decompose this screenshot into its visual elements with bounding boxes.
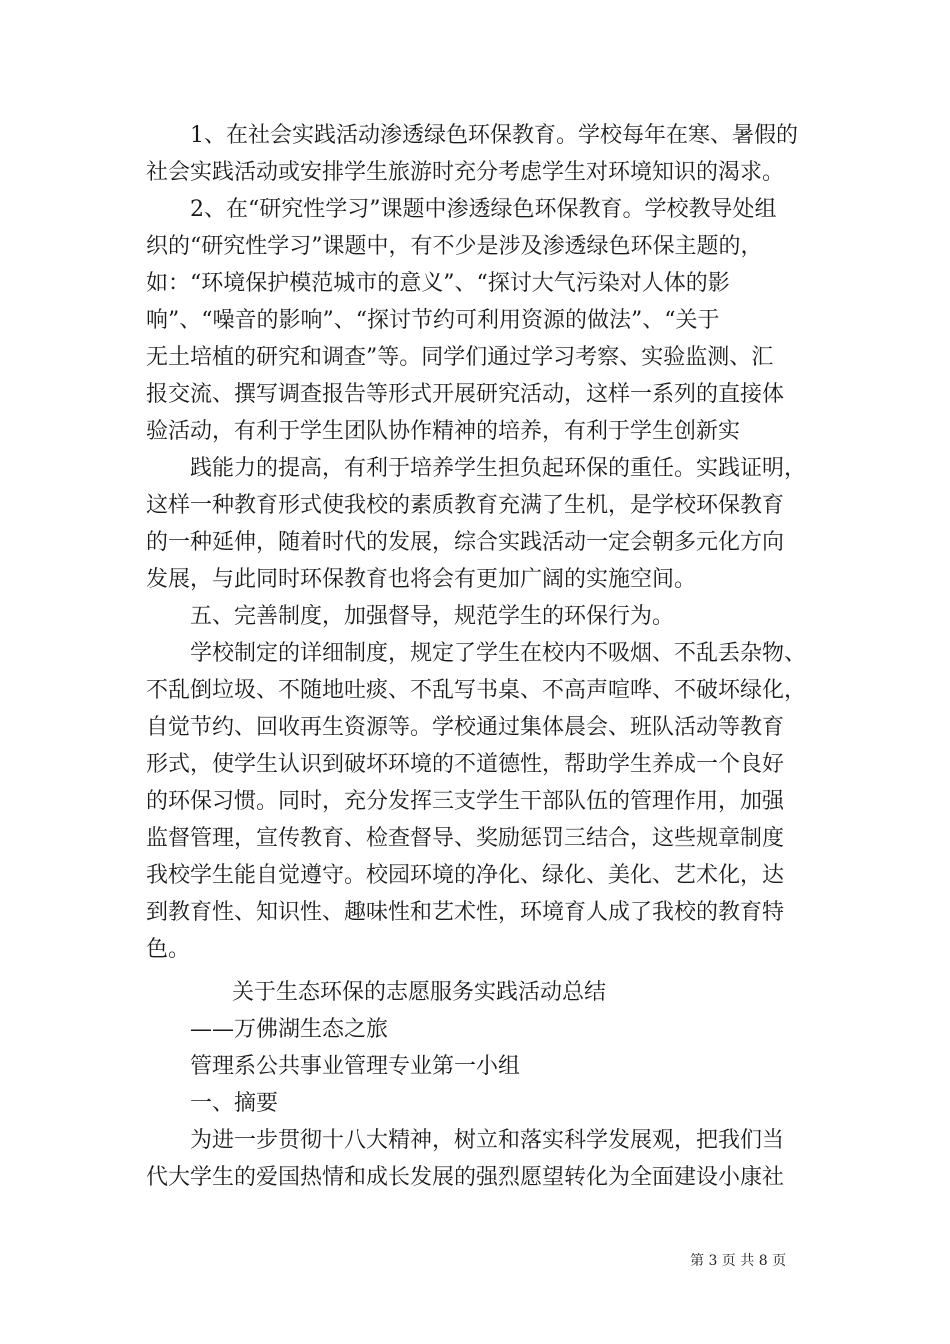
author-line: 管理系公共事业管理专业第一小组 (190, 1054, 521, 1079)
text-line: 这样一种教育形式使我校的素质教育充满了生机，是学校环保教育 (146, 493, 785, 518)
text-line: 报交流、撰写调查报告等形式开展研究活动，这样一系列的直接体 (146, 382, 785, 407)
text-line: 我校学生能自觉遵守。校园环境的净化、绿化、美化、艺术化，达 (146, 863, 785, 888)
section-heading: 一、摘要 (190, 1091, 279, 1116)
text-line: 践能力的提高，有利于培养学生担负起环保的重任。实践证明， (190, 456, 807, 481)
text-line: 色。 (146, 937, 191, 962)
article-subtitle: ——万佛湖生态之旅 (190, 1017, 389, 1042)
text-line: 自觉节约、回收再生资源等。学校通过集体晨会、班队活动等教育 (146, 715, 785, 740)
text-line: 不乱倒垃圾、不随地吐痰、不乱写书桌、不高声喧哗、不破坏绿化， (146, 678, 807, 703)
text-line: 发展，与此同时环保教育也将会有更加广阔的实施空间。 (146, 567, 697, 592)
text-line: 响”、“噪音的影响”、“探讨节约可利用资源的做法”、“关于 (146, 308, 720, 333)
text-line: 的一种延伸，随着时代的发展，综合实践活动一定会朝多元化方向 (146, 530, 785, 555)
text-line: 社会实践活动或安排学生旅游时充分考虑学生对环境知识的渴求。 (146, 160, 785, 185)
text-line: 到教育性、知识性、趣味性和艺术性，环境育人成了我校的教育特 (146, 900, 785, 925)
text-line: 1、在社会实践活动渗透绿色环保教育。学校每年在寒、暑假的 (190, 123, 798, 148)
text-line: 如：“环境保护模范城市的意义”、“探讨大气污染对人体的影 (146, 271, 730, 296)
text-line: 为进一步贯彻十八大精神，树立和落实科学发展观，把我们当 (190, 1128, 785, 1153)
article-title: 关于生态环保的志愿服务实践活动总结 (232, 980, 607, 1005)
section-heading: 五、完善制度，加强督导，规范学生的环保行为。 (190, 604, 675, 629)
text-line: 形式，使学生认识到破坏环境的不道德性，帮助学生养成一个良好 (146, 752, 785, 777)
text-line: 无土培植的研究和调查”等。同学们通过学习考察、实验监测、汇 (146, 345, 774, 370)
text-line: 2、在“研究性学习”课题中渗透绿色环保教育。学校教导处组 (190, 197, 777, 222)
text-line: 的环保习惯。同时，充分发挥三支学生干部队伍的管理作用，加强 (146, 789, 785, 814)
text-line: 织的“研究性学习”课题中，有不少是涉及渗透绿色环保主题的， (146, 234, 763, 259)
text-line: 监督管理，宣传教育、检查督导、奖励惩罚三结合，这些规章制度 (146, 826, 785, 851)
text-line: 学校制定的详细制度，规定了学生在校内不吸烟、不乱丢杂物、 (190, 641, 807, 666)
text-line: 验活动，有利于学生团队协作精神的培养，有利于学生创新实 (146, 419, 741, 444)
text-line: 代大学生的爱国热情和成长发展的强烈愿望转化为全面建设小康社 (146, 1165, 785, 1190)
page-number: 第 3 页 共 8 页 (690, 1253, 787, 1269)
